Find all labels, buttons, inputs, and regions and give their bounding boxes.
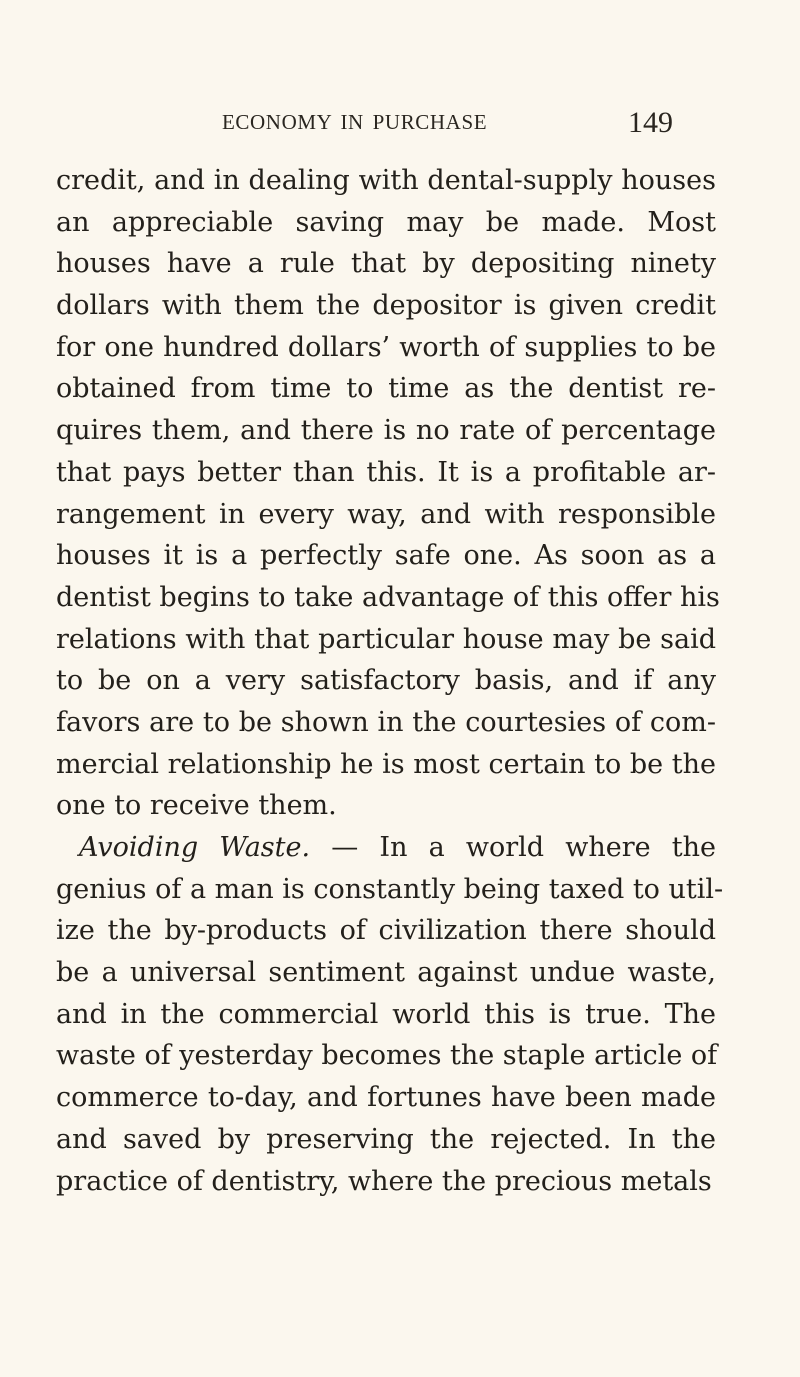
text-line: waste of yesterday becomes the staple article of xyxy=(56,1040,718,1072)
page-header xyxy=(0,92,800,142)
text-line: mercial relationship he is most certain to be the xyxy=(56,748,716,780)
text-line: houses it is a perfectly safe one. As soon as a xyxy=(56,540,716,572)
text-line: rangement in every way, and with responsible xyxy=(56,498,716,530)
text-line: credit, and in dealing with dental-supply houses xyxy=(56,165,716,196)
text-line: and in the commercial world this is true. The xyxy=(56,998,716,1030)
text-line: one to receive them. xyxy=(56,790,337,822)
text-line: to be on a very satisfactory basis, and if any xyxy=(56,665,716,697)
text-line: quires them, and there is no rate of percentage xyxy=(56,415,716,447)
text-line: dentist begins to take advantage of this offer his xyxy=(56,581,720,613)
text-line: houses have a rule that by depositing ninety xyxy=(56,248,716,280)
text-line: ize the by-products of civilization there should xyxy=(56,915,716,947)
section-first-line-text: — In a world where the xyxy=(310,832,716,863)
text-line: obtained from time to time as the dentist re- xyxy=(56,373,716,405)
section-first-line xyxy=(56,827,716,869)
text-line: commerce to-day, and fortunes have been made xyxy=(56,1082,716,1114)
text-line: and saved by preserving the rejected. In the xyxy=(56,1123,716,1155)
text-line: that pays better than this. It is a profitable ar- xyxy=(56,456,716,488)
text-line: an appreciable saving may be made. Most xyxy=(56,206,716,238)
text-line: for one hundred dollars’ worth of supplies to be xyxy=(56,331,716,363)
text-line: be a universal sentiment against undue waste, xyxy=(56,957,716,989)
body-text xyxy=(56,160,724,1202)
text-line: genius of a man is constantly being taxed to util- xyxy=(56,873,724,905)
page-number: 149 xyxy=(628,106,673,139)
text-line: dollars with them the depositor is given credit xyxy=(56,290,716,322)
section-heading: Avoiding Waste. xyxy=(79,832,311,863)
text-line: favors are to be shown in the courtesies of com- xyxy=(56,706,716,738)
text-line: practice of dentistry, where the precious metals xyxy=(56,1165,712,1197)
text-line: relations with that particular house may be said xyxy=(56,623,716,655)
running-head: ECONOMY IN PURCHASE xyxy=(222,110,488,134)
